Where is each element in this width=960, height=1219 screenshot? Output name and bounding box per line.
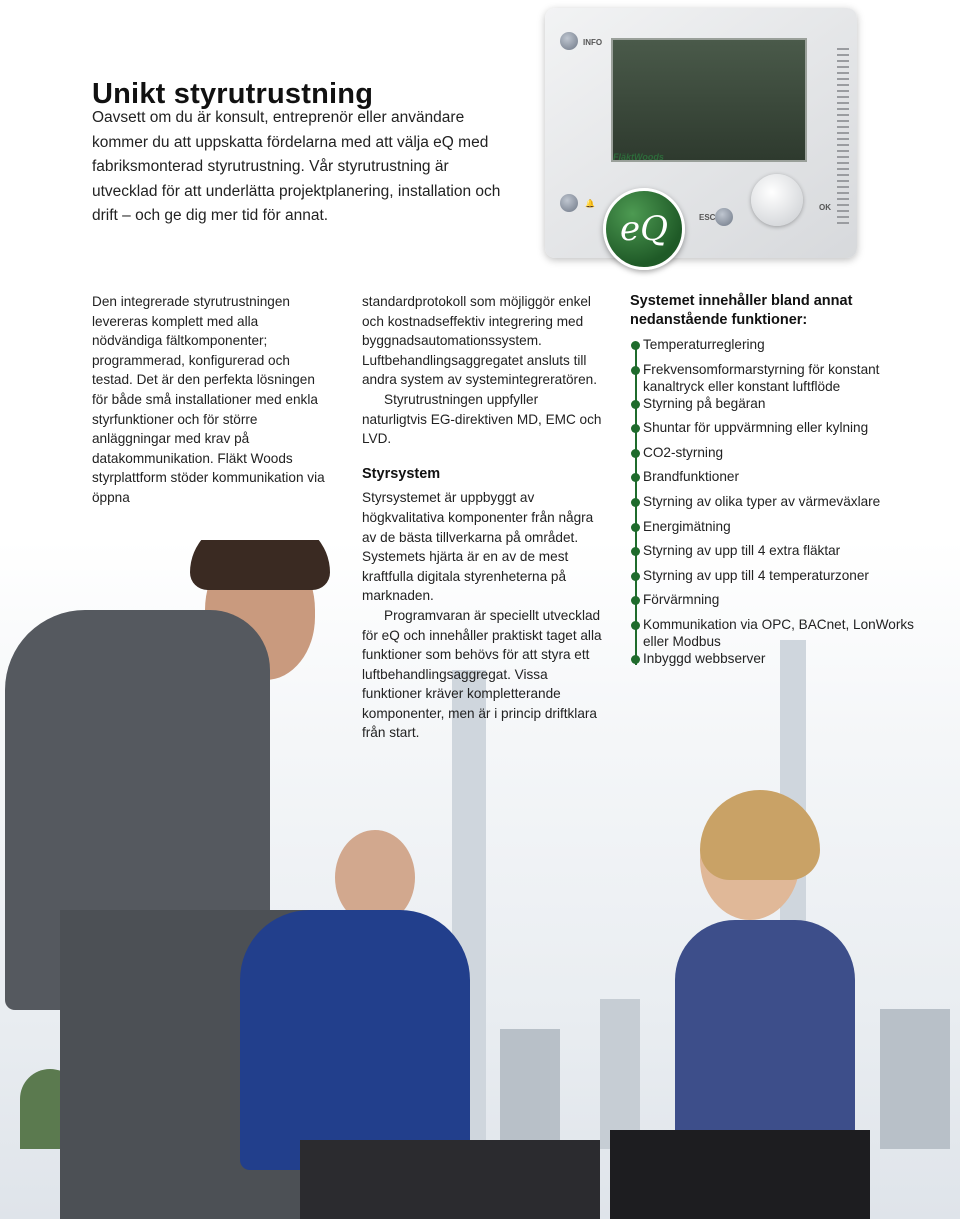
eq-controller-image: [545, 8, 857, 258]
function-item: Shuntar för uppvärmning eller kylning: [630, 419, 930, 444]
function-item: Styrning av olika typer av värmeväxlare: [630, 493, 930, 518]
info-button-icon: [560, 32, 578, 50]
function-item: Styrning av upp till 4 extra fläktar: [630, 542, 930, 567]
eq-logo: eQ: [603, 188, 685, 270]
info-label: INFO: [583, 38, 603, 47]
function-item: Styrning på begäran: [630, 395, 930, 420]
column-1: [92, 292, 332, 508]
function-item: CO2-styrning: [630, 444, 930, 469]
function-item: Förvärmning: [630, 591, 930, 616]
function-item: Inbyggd webbserver: [630, 650, 930, 675]
bell-icon: 🔔: [585, 199, 595, 208]
lcd-screen: [611, 38, 807, 162]
column-3: [630, 292, 930, 675]
column-2: [362, 292, 606, 743]
col2-paragraph-3: Styrsystemet är uppbyggt av högkvalitativa komponenter från några av de bästa tillverkarna på området. Systemets hjärta är en av de mest kraftfulla digitala styrenheterna på marknaden.: [362, 490, 594, 604]
ok-label: OK: [819, 203, 831, 212]
page-title: Unikt styrutrustning: [92, 78, 374, 110]
brand-logo: FläktWoods: [613, 152, 664, 162]
vent-grille: [837, 48, 849, 228]
function-item: Energimätning: [630, 518, 930, 543]
function-item: Kommunikation via OPC, BACnet, LonWorks eller Modbus: [630, 616, 930, 650]
esc-label: ESC: [699, 213, 716, 222]
col2-paragraph-2: Styrutrustningen uppfyller naturligtvis EG-direktiven MD, EMC och LVD.: [362, 391, 602, 447]
function-item: Styrning av upp till 4 temperaturzoner: [630, 567, 930, 592]
col2-paragraph-4: Programvaran är speciellt utvecklad för eQ och innehåller praktiskt taget alla funktioner som behövs för att styra ett luftbehandlingsaggregat. Vissa funktioner kräver kompletterande komponenter, men är i princip driftklara från start.: [362, 607, 602, 741]
function-item: Frekvensomformarstyrning för konstant kanaltryck eller konstant luftflöde: [630, 361, 930, 395]
functions-heading: Systemet innehåller bland annat nedanstående funktioner:: [630, 293, 853, 328]
functions-list: [630, 336, 930, 675]
alarm-button-icon: [560, 194, 578, 212]
rotary-knob-icon: [751, 174, 803, 226]
function-item: Brandfunktioner: [630, 468, 930, 493]
styrsystem-heading: Styrsystem: [362, 465, 441, 482]
function-item: Temperaturreglering: [630, 336, 930, 361]
intro-paragraph: Oavsett om du är konsult, entreprenör eller användare kommer du att uppskatta fördelarna med att välja eQ med fabriksmonterad styrutrustning. Vår styrutrustning är utvecklad för att underlätta projektplanering, installation och drift – och ge dig mer tid för annat.: [92, 109, 501, 224]
col1-paragraph: Den integrerade styrutrustningen levereras komplett med alla nödvändiga fältkomponenter; programmerad, konfigurerad och testad. Det är den perfekta lösningen för både små installationer med enkla styrfunktioner och för större anläggningar med krav på datakommunikation. Fläkt Woods styrplattform stöder kommunikation via öppna: [92, 294, 325, 505]
esc-button-icon: [715, 208, 733, 226]
col2-paragraph-1: standardprotokoll som möjliggör enkel och kostnadseffektiv integrering med byggnadsautomationssystem. Luftbehandlingsaggregatet ansluts till andra system av systemintegreratören.: [362, 294, 597, 388]
